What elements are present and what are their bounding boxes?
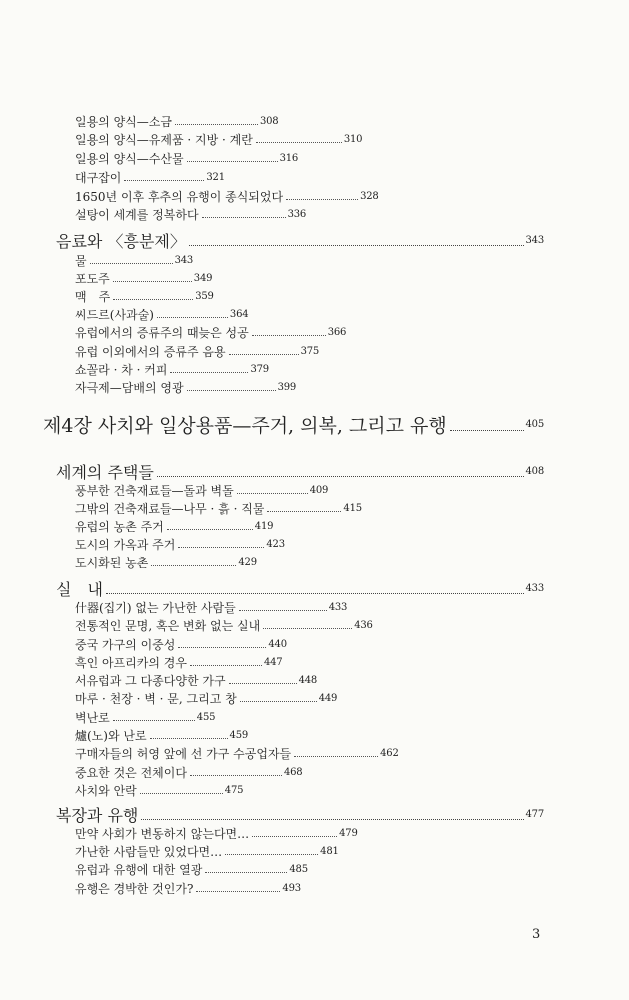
toc-entry-title: 맥 주 bbox=[75, 290, 111, 304]
dot-leader bbox=[175, 123, 258, 125]
toc-entry-page: 343 bbox=[174, 255, 194, 266]
toc-entry-page: 359 bbox=[195, 291, 214, 302]
toc-entry-title: 서유럽과 그 다종다양한 가구 bbox=[75, 674, 226, 688]
toc-entry-page: 308 bbox=[259, 116, 279, 127]
toc-entry[interactable] bbox=[75, 482, 328, 499]
toc-entry[interactable] bbox=[75, 536, 285, 553]
dot-leader bbox=[202, 216, 286, 218]
toc-entry[interactable] bbox=[75, 654, 282, 671]
dot-leader bbox=[229, 353, 299, 355]
dot-leader bbox=[256, 141, 342, 143]
toc-entry-title: 1650년 이후 후추의 유행이 종식되었다 bbox=[75, 190, 284, 204]
dot-leader bbox=[150, 737, 228, 739]
toc-entry[interactable] bbox=[75, 306, 248, 323]
page-number: 3 bbox=[532, 927, 541, 942]
toc-entry[interactable] bbox=[75, 169, 225, 186]
toc-entry-title: 사치와 안락 bbox=[75, 784, 137, 798]
toc-entry-title: 중국 가구의 이중성 bbox=[75, 638, 176, 652]
toc-entry[interactable] bbox=[75, 843, 339, 860]
dot-leader bbox=[237, 492, 308, 494]
toc-entry-title: 물 bbox=[75, 254, 87, 268]
toc-entry-page: 468 bbox=[283, 767, 303, 778]
toc-entry-page: 440 bbox=[268, 639, 287, 650]
toc-entry-title: 설탕이 세계를 정복하다 bbox=[75, 208, 199, 222]
toc-entry-title: 유럽과 유행에 대한 열광 bbox=[75, 863, 203, 877]
toc-entry[interactable] bbox=[75, 782, 243, 799]
toc-entry[interactable] bbox=[75, 861, 308, 878]
toc-entry-title: 일용의 양식—유제품 · 지방 · 계란 bbox=[75, 133, 253, 147]
toc-entry-page: 449 bbox=[318, 693, 338, 704]
toc-entry[interactable] bbox=[75, 206, 306, 223]
toc-entry-page: 423 bbox=[266, 539, 285, 550]
toc-entry-page: 455 bbox=[196, 712, 216, 723]
toc-entry[interactable] bbox=[75, 500, 362, 517]
dot-leader bbox=[252, 334, 326, 336]
toc-entry[interactable] bbox=[75, 764, 302, 781]
toc-entry[interactable] bbox=[75, 324, 346, 341]
toc-entry[interactable] bbox=[75, 113, 278, 130]
toc-entry-page: 485 bbox=[289, 864, 308, 875]
dot-leader bbox=[229, 682, 297, 684]
toc-section[interactable] bbox=[56, 803, 544, 826]
dot-leader bbox=[167, 528, 253, 530]
toc-entry-title: 씨드르(사과술) bbox=[75, 308, 154, 322]
dot-leader bbox=[124, 179, 204, 181]
toc-entry-page: 409 bbox=[309, 485, 329, 496]
dot-leader bbox=[286, 198, 358, 200]
toc-entry-title: 대구잡이 bbox=[75, 171, 122, 185]
dot-leader bbox=[450, 429, 524, 431]
toc-entry[interactable] bbox=[75, 270, 212, 287]
toc-chapter[interactable] bbox=[43, 411, 544, 438]
toc-entry[interactable] bbox=[75, 880, 301, 897]
toc-entry[interactable] bbox=[75, 361, 269, 378]
toc-entry[interactable] bbox=[75, 288, 214, 305]
toc-entry-page: 364 bbox=[229, 309, 249, 320]
toc-entry-title: 벽난로 bbox=[75, 711, 110, 725]
toc-entry[interactable] bbox=[75, 252, 193, 269]
toc-entry-title: 유럽 이외에서의 증류주 음용 bbox=[75, 345, 226, 359]
toc-entry-title: 가난한 사람들만 있었다면… bbox=[75, 845, 223, 859]
toc-entry-title: 유행은 경박한 것인가? bbox=[75, 882, 194, 896]
toc-section-title: 복장과 유행 bbox=[56, 806, 139, 825]
toc-section[interactable] bbox=[56, 577, 544, 600]
dot-leader bbox=[113, 280, 192, 282]
toc-section-page: 343 bbox=[525, 235, 544, 246]
toc-entry-title: 쇼꼴라 · 차 · 커피 bbox=[75, 363, 168, 377]
toc-entry-page: 433 bbox=[328, 602, 348, 613]
dot-leader bbox=[113, 298, 193, 300]
toc-entry-page: 481 bbox=[320, 846, 339, 857]
toc-entry-page: 316 bbox=[279, 153, 299, 164]
toc-entry[interactable] bbox=[75, 745, 399, 762]
toc-entry-title: 흑인 아프리카의 경우 bbox=[75, 656, 187, 670]
toc-entry[interactable] bbox=[75, 690, 337, 707]
toc-entry-title: 도시의 가옥과 주거 bbox=[75, 538, 176, 552]
toc-entry-page: 310 bbox=[343, 134, 363, 145]
toc-section-title: 실 내 bbox=[56, 580, 103, 599]
dot-leader bbox=[190, 664, 262, 666]
dot-leader bbox=[294, 755, 378, 757]
dot-leader bbox=[187, 160, 278, 162]
toc-entry-page: 419 bbox=[254, 521, 274, 532]
dot-leader bbox=[157, 316, 228, 318]
dot-leader bbox=[106, 592, 524, 594]
toc-entry-title: 일용의 양식—소금 bbox=[75, 115, 172, 129]
dot-leader bbox=[151, 564, 236, 566]
toc-entry-title: 만약 사회가 변동하지 않는다면… bbox=[75, 827, 250, 841]
toc-entry[interactable] bbox=[75, 672, 317, 689]
toc-entry[interactable] bbox=[75, 709, 215, 726]
toc-entry-page: 462 bbox=[380, 748, 399, 759]
dot-leader bbox=[225, 853, 318, 855]
toc-entry-title: 전통적인 문명, 혹은 변화 없는 실내 bbox=[75, 619, 261, 633]
toc-entry[interactable] bbox=[75, 636, 287, 653]
toc-section-title: 세계의 주택들 bbox=[56, 463, 154, 482]
toc-entry-page: 321 bbox=[206, 172, 225, 183]
toc-entry[interactable] bbox=[75, 343, 319, 360]
toc-section[interactable] bbox=[56, 460, 544, 483]
toc-entry-title: 포도주 bbox=[75, 272, 110, 286]
toc-entry-page: 399 bbox=[277, 382, 297, 393]
toc-entry[interactable] bbox=[75, 554, 257, 571]
toc-entry-page: 379 bbox=[250, 364, 269, 375]
dot-leader bbox=[240, 700, 317, 702]
dot-leader bbox=[263, 627, 352, 629]
toc-entry-page: 448 bbox=[298, 675, 318, 686]
toc-section-page: 408 bbox=[525, 466, 544, 477]
toc-entry-title: 그밖의 건축재료들—나무 · 흙 · 직물 bbox=[75, 502, 265, 516]
dot-leader bbox=[90, 262, 173, 264]
toc-entry-page: 429 bbox=[238, 557, 257, 568]
toc-entry-page: 336 bbox=[287, 209, 307, 220]
toc-entry-title: 什器(집기) 없는 가난한 사람들 bbox=[75, 601, 236, 615]
dot-leader bbox=[157, 475, 524, 477]
toc-entry-page: 459 bbox=[229, 730, 249, 741]
toc-entry[interactable] bbox=[75, 599, 347, 616]
toc-entry-page: 415 bbox=[343, 503, 362, 514]
toc-entry-title: 중요한 것은 전체이다 bbox=[75, 766, 187, 780]
toc-entry-title: 구매자들의 허영 앞에 선 가구 수공업자들 bbox=[75, 747, 292, 761]
toc-entry-page: 447 bbox=[263, 657, 283, 668]
toc-entry[interactable] bbox=[75, 379, 296, 396]
toc-entry[interactable] bbox=[75, 518, 273, 535]
toc-section-page: 433 bbox=[525, 583, 544, 594]
toc-entry-page: 375 bbox=[300, 346, 320, 357]
toc-entry-title: 일용의 양식—수산물 bbox=[75, 152, 184, 166]
dot-leader bbox=[113, 719, 195, 721]
dot-leader bbox=[190, 774, 282, 776]
toc-entry-page: 328 bbox=[360, 191, 379, 202]
toc-entry-page: 349 bbox=[193, 273, 213, 284]
toc-entry-title: 마루 · 천장 · 벽 · 문, 그리고 창 bbox=[75, 692, 237, 706]
dot-leader bbox=[170, 371, 248, 373]
toc-entry[interactable] bbox=[75, 727, 248, 744]
toc-entry-page: 366 bbox=[327, 327, 347, 338]
dot-leader bbox=[189, 244, 524, 246]
toc-entry-page: 493 bbox=[282, 883, 301, 894]
dot-leader bbox=[267, 510, 341, 512]
dot-leader bbox=[178, 646, 266, 648]
toc-chapter-title: 제4장 사치와 일상용품—주거, 의복, 그리고 유행 bbox=[43, 415, 447, 437]
toc-section-title: 음료와 〈흥분제〉 bbox=[56, 232, 186, 251]
toc-entry-title: 유럽의 농촌 주거 bbox=[75, 520, 164, 534]
toc-section[interactable] bbox=[56, 229, 544, 252]
dot-leader bbox=[205, 871, 287, 873]
dot-leader bbox=[252, 835, 337, 837]
toc-chapter-page: 405 bbox=[525, 419, 544, 430]
dot-leader bbox=[187, 389, 276, 391]
dot-leader bbox=[141, 818, 523, 820]
toc-entry[interactable] bbox=[75, 617, 373, 634]
toc-section-page: 477 bbox=[525, 809, 544, 820]
toc-entry[interactable] bbox=[75, 188, 379, 205]
dot-leader bbox=[140, 792, 223, 794]
toc-entry[interactable] bbox=[75, 131, 362, 148]
toc-entry[interactable] bbox=[75, 825, 358, 842]
toc-entry-title: 자극제—담배의 영광 bbox=[75, 381, 184, 395]
toc-entry-page: 436 bbox=[354, 620, 373, 631]
toc-entry-title: 유럽에서의 증류주의 때늦은 성공 bbox=[75, 326, 249, 340]
dot-leader bbox=[239, 609, 327, 611]
toc-entry[interactable] bbox=[75, 150, 298, 167]
toc-entry-page: 479 bbox=[339, 828, 358, 839]
dot-leader bbox=[196, 890, 280, 892]
toc-entry-title: 풍부한 건축재료들—돌과 벽돌 bbox=[75, 484, 234, 498]
toc-entry-title: 도시화된 농촌 bbox=[75, 556, 149, 570]
toc-entry-title: 爐(노)와 난로 bbox=[75, 729, 147, 743]
dot-leader bbox=[178, 546, 264, 548]
toc-entry-page: 475 bbox=[224, 785, 244, 796]
